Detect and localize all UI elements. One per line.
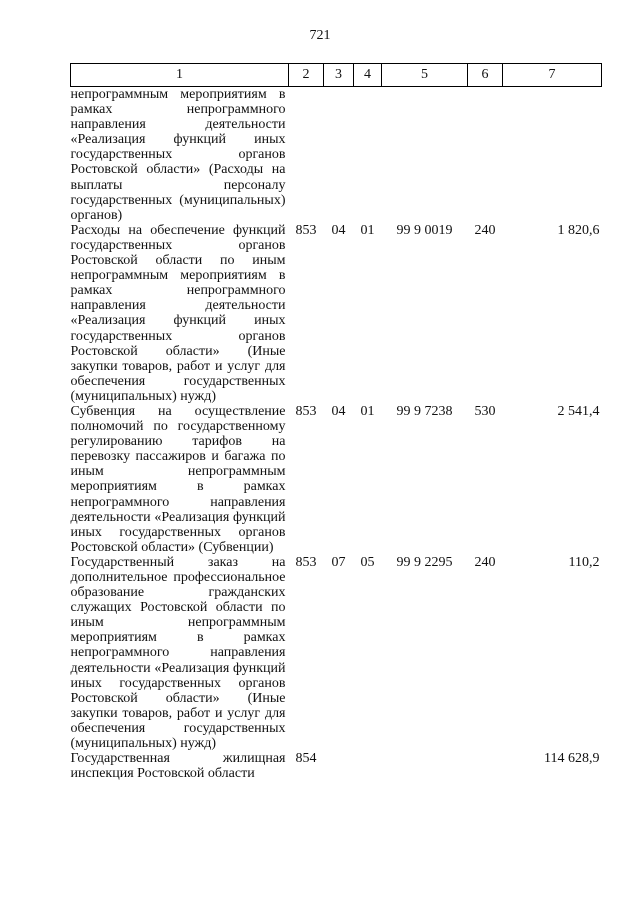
section-code: 04: [331, 222, 346, 238]
table-row: [71, 751, 602, 781]
table-row: [71, 87, 602, 223]
table-row: [71, 223, 602, 404]
column-header: 3: [324, 64, 354, 87]
expense-type-code: 530: [474, 403, 496, 419]
subsection-code: 01: [360, 222, 375, 238]
expense-type-code: 240: [474, 554, 496, 570]
amount: 114 628,9: [544, 751, 600, 767]
section-code: [324, 87, 354, 223]
budget-table: [70, 63, 602, 781]
target-code: 99 9 2295: [396, 554, 453, 570]
section-code: 04: [331, 403, 346, 419]
amount: 1 820,6: [557, 222, 600, 238]
column-header: 6: [468, 64, 503, 87]
section-code: [324, 751, 354, 781]
target-code: 99 9 0019: [396, 222, 453, 238]
row-description: Расходы на обеспечение функций государственных органов Ростовской области по иным непрограммным мероприятиям в рамках непрограммного направления деятельности «Реализация функций иных государственных органов Ростовской области» (Иные закупки товаров, работ и услуг для обеспечения государственных (муниципальных) нужд): [70, 222, 286, 404]
target-code: [382, 751, 468, 781]
expense-type-code: [468, 751, 503, 781]
page-number: 721: [309, 28, 331, 43]
column-header: 2: [289, 64, 324, 87]
column-header: 5: [382, 64, 468, 87]
table-row: [71, 555, 602, 751]
subsection-code: 05: [360, 554, 375, 570]
subsection-code: [354, 87, 382, 223]
amount: 2 541,4: [557, 403, 600, 419]
column-header: 4: [354, 64, 382, 87]
row-description: Государственный заказ на дополнительное профессиональное образование гражданских служащих Ростовской области по иным непрограммным мероприятиям в рамках непрограммного направления деятельности «Реализация функций иных государственных органов Ростовской области» (Иные закупки товаров, работ и услуг для обеспечения государственных (муниципальных) нужд): [70, 554, 286, 752]
amount: [503, 87, 602, 223]
row-description: непрограммным мероприятиям в рамках непрограммного направления деятельности «Реализация функций иных государственных органов Ростовской области» (Расходы на выплаты персоналу государственных (муниципальных) органов): [70, 87, 286, 223]
target-code: [382, 87, 468, 223]
ministry-code: 854: [295, 751, 317, 767]
table-row: [71, 404, 602, 555]
row-description: Государственная жилищная инспекция Ростовской области: [70, 751, 286, 782]
target-code: 99 9 7238: [396, 403, 453, 419]
amount: 110,2: [568, 554, 600, 570]
ministry-code: 853: [295, 403, 317, 419]
table-header-row: [71, 64, 602, 87]
ministry-code: 853: [295, 222, 317, 238]
ministry-code: [289, 87, 324, 223]
expense-type-code: [468, 87, 503, 223]
column-header: 7: [503, 64, 602, 87]
subsection-code: 01: [360, 403, 375, 419]
ministry-code: 853: [295, 554, 317, 570]
row-description: Субвенция на осуществление полномочий по государственному регулированию тарифов на перевозку пассажиров и багажа по иным непрограммным мероприятиям в рамках непрограммного направления деятельности «Реализация функций иных государственных органов Ростовской области» (Субвенции): [70, 403, 286, 555]
subsection-code: [354, 751, 382, 781]
column-header: 1: [71, 64, 289, 87]
section-code: 07: [331, 554, 346, 570]
expense-type-code: 240: [474, 222, 496, 238]
